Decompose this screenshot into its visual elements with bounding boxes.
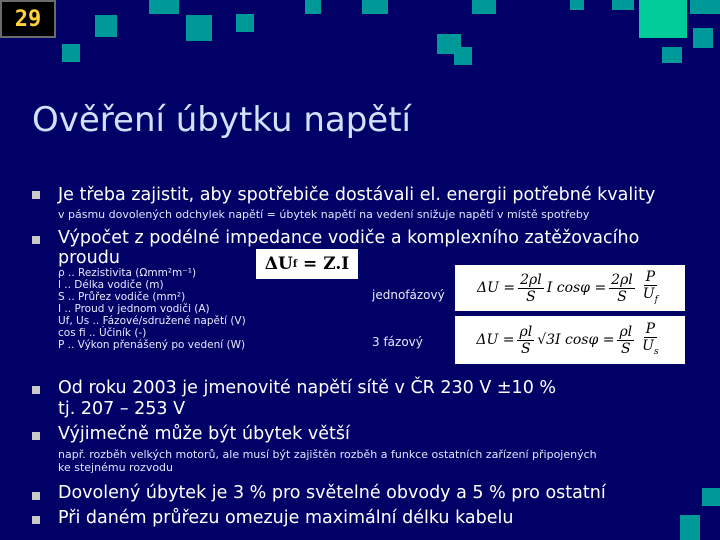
bullet-marker <box>32 236 40 244</box>
fraction <box>641 269 660 308</box>
numerator: ρl <box>519 323 533 340</box>
legend-item: Uf, Us .. Fázové/sdružené napětí (V) <box>58 315 246 327</box>
denominator <box>640 338 660 360</box>
formula-mid: I cosφ = <box>546 280 607 296</box>
bullet-text: Při daném průřezu omezuje maximální délku kabelu <box>58 508 514 528</box>
decor-square <box>149 0 179 14</box>
impedance-formula <box>256 249 358 279</box>
legend-item: ρ .. Rezistivita (Ωmm²m⁻¹) <box>58 267 197 279</box>
bullet-marker <box>32 386 40 394</box>
decor-square <box>702 488 720 506</box>
legend-item: P .. Výkon přenášený po vedení (W) <box>58 339 246 351</box>
single-phase-formula <box>455 265 685 311</box>
bullet-subtext: např. rozběh velkých motorů, ale musí být zajištěn rozběh a funkce ostatních zařízení připojených <box>58 448 597 461</box>
fraction <box>518 272 544 305</box>
decor-square <box>454 47 472 65</box>
numerator: P <box>645 268 656 285</box>
decor-square <box>305 0 321 14</box>
bullet-marker <box>32 432 40 440</box>
denominator-main: U <box>642 337 654 354</box>
single-phase-label: jednofázový <box>372 288 445 302</box>
denominator: S <box>521 340 531 357</box>
bullet-marker <box>32 492 40 500</box>
decor-square <box>62 44 80 62</box>
bullet-text-cont: tj. 207 – 253 V <box>58 399 186 419</box>
decor-square <box>693 28 713 48</box>
bullet-subtext: v pásmu dovolených odchylek napětí = úbytek napětí na vedení snižuje napětí v místě spotřeby <box>58 208 590 221</box>
formula-lhs: ΔU = <box>476 332 515 348</box>
formula-mid: √3I cosφ = <box>537 332 615 348</box>
decor-square <box>472 0 496 14</box>
denominator-sub: s <box>653 346 659 357</box>
bullet-text-cont: proudu <box>58 248 120 268</box>
numerator: ρl <box>619 323 633 340</box>
formula-lhs: ΔU = <box>477 280 516 296</box>
fraction <box>609 272 635 305</box>
denominator-main: U <box>642 285 655 302</box>
decor-square <box>612 0 634 10</box>
numerator: 2ρl <box>611 271 633 288</box>
decor-square <box>95 15 117 37</box>
bullet-text: Výjimečně může být úbytek větší <box>58 424 350 444</box>
decor-square <box>236 14 254 32</box>
legend-item: l .. Délka vodiče (m) <box>58 279 164 291</box>
decor-square <box>362 0 388 14</box>
decor-square <box>639 0 687 38</box>
denominator <box>641 286 660 308</box>
denominator: S <box>621 340 631 357</box>
bullet-text: Od roku 2003 je jmenovité napětí sítě v ČR 230 V ±10 % <box>58 378 557 398</box>
decor-square <box>186 15 212 41</box>
slide-number: 29 <box>0 0 56 38</box>
three-phase-formula <box>455 316 685 364</box>
bullet-text: Dovolený úbytek je 3 % pro světelné obvody a 5 % pro ostatní <box>58 483 606 503</box>
legend-item: S .. Průřez vodiče (mm²) <box>58 291 186 303</box>
fraction <box>517 324 534 357</box>
decor-square <box>690 0 720 14</box>
decor-square <box>662 47 682 63</box>
decor-square <box>570 0 584 10</box>
formula-sub: f <box>292 258 298 270</box>
numerator: P <box>645 320 656 337</box>
legend-item: cos fi .. Účiník (-) <box>58 327 147 339</box>
denominator-sub: f <box>654 294 658 305</box>
three-phase-label: 3 fázový <box>372 335 423 349</box>
fraction <box>617 324 634 357</box>
bullet-text: Je třeba zajistit, aby spotřebiče dostávali el. energii potřebné kvality <box>58 185 656 205</box>
fraction <box>640 321 660 360</box>
bullet-marker <box>32 191 40 199</box>
decor-square <box>680 515 700 540</box>
bullet-marker <box>32 516 40 524</box>
legend-item: I .. Proud v jednom vodiči (A) <box>58 303 210 315</box>
bullet-subtext: ke stejnému rozvodu <box>58 461 174 474</box>
denominator: S <box>617 288 627 305</box>
slide-title: Ověření úbytku napětí <box>32 100 411 140</box>
bullet-text: Výpočet z podélné impedance vodiče a komplexního zatěžovacího <box>58 228 640 248</box>
denominator: S <box>526 288 536 305</box>
formula-rhs: = Z.I <box>303 254 350 274</box>
numerator: 2ρl <box>520 271 542 288</box>
formula-lhs: ΔU <box>264 254 293 274</box>
